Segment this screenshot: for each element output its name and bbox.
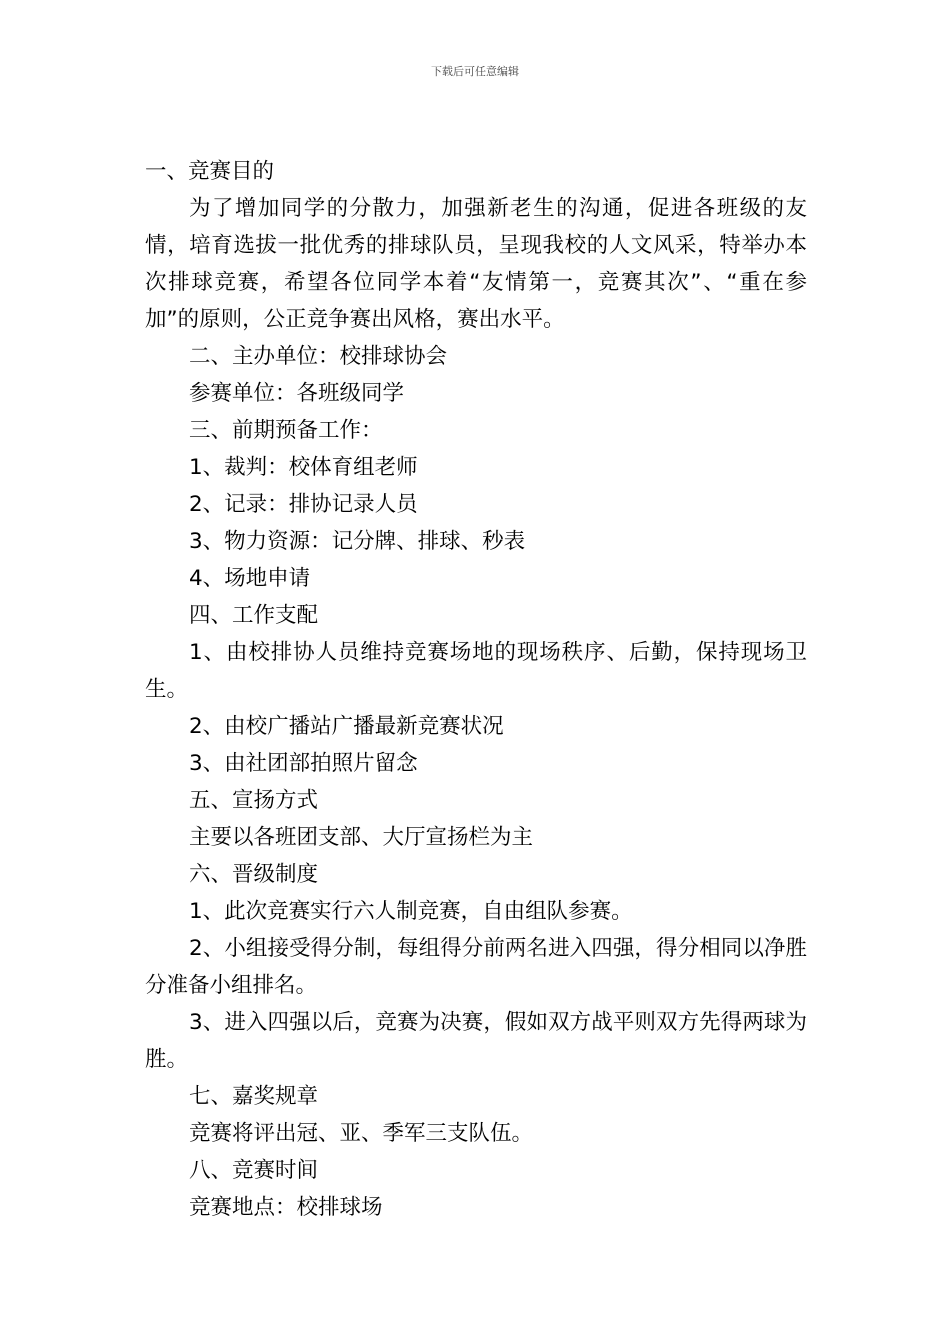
page-header-note: 下载后可任意编辑	[431, 65, 519, 78]
rule-item-format: 1、此次竞赛实行六人制竞赛，自由组队参赛。	[189, 899, 633, 924]
section-4-heading: 四、工作支配	[189, 603, 319, 628]
award-text: 竞赛将评出冠、亚、季军三支队伍。	[189, 1121, 534, 1146]
section-3-heading: 三、前期预备工作：	[189, 418, 383, 443]
participants-line: 参赛单位：各班级同学	[189, 381, 405, 406]
section-1-heading: 一、竞赛目的	[145, 159, 275, 184]
prep-item-referee: 1、裁判：校体育组老师	[189, 455, 418, 480]
section-7-heading: 七、嘉奖规章	[189, 1084, 319, 1109]
prep-item-venue: 4、场地申请	[189, 566, 311, 591]
rule-item-scoring: 2、小组接受得分制，每组得分前两名进入四强，得分相同以净胜分准备小组排名。	[145, 936, 807, 998]
section-1-paragraph: 为了增加同学的分散力，加强新老生的沟通，促进各班级的友情，培育选拔一批优秀的排球队员，呈现我校的人文风采，特举办本次排球竞赛，希望各位同学本着“友情第一，竞赛其次”、“重在参加”的原则，公正竞争赛出风格，赛出水平。	[145, 196, 807, 332]
section-5-heading: 五、宣扬方式	[189, 788, 319, 813]
promotion-text: 主要以各班团支部、大厅宣扬栏为主	[189, 825, 534, 850]
section-2-heading: 二、主办单位：校排球协会	[189, 344, 448, 369]
location-line: 竞赛地点：校排球场	[189, 1195, 383, 1220]
prep-item-resources: 3、物力资源：记分牌、排球、秒表	[189, 529, 526, 554]
document-body	[145, 153, 807, 1226]
prep-item-record: 2、记录：排协记录人员	[189, 492, 418, 517]
section-6-heading: 六、晋级制度	[189, 862, 319, 887]
work-item-photos: 3、由社团部拍照片留念	[189, 751, 418, 776]
section-8-heading: 八、竞赛时间	[189, 1158, 319, 1183]
rule-item-final: 3、进入四强以后，竞赛为决赛，假如双方战平则双方先得两球为胜。	[145, 1010, 807, 1072]
work-item-broadcast: 2、由校广播站广播最新竞赛状况	[189, 714, 504, 739]
work-item-order: 1、由校排协人员维持竞赛场地的现场秩序、后勤，保持现场卫生。	[145, 640, 807, 702]
